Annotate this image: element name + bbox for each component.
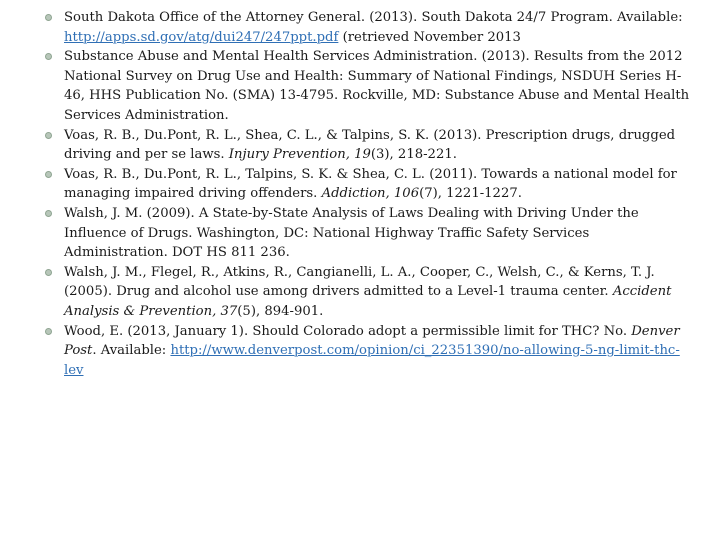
reference-item — [44, 47, 694, 125]
reference-text: South Dakota Office of the Attorney General. (2013). South Dakota 24/7 Program. Available: — [64, 10, 683, 25]
reference-text: Wood, E. (2013, January 1). Should Colorado adopt a permissible limit for THC? No. — [64, 323, 632, 339]
bullet-icon — [45, 53, 52, 60]
reference-item — [44, 204, 694, 263]
reference-text: (5), 894-901. — [237, 303, 324, 319]
reference-link[interactable]: http://apps.sd.gov/atg/dui247/247ppt.pdf — [64, 29, 339, 45]
reference-list — [44, 8, 694, 380]
journal-title: Accident Analysis & Prevention, 37 — [64, 284, 672, 319]
reference-item — [44, 263, 694, 322]
reference-text: Voas, R. B., Du.Pont, R. L., Talpins, S. K. & Shea, C. L. (2011). Towards a national model for managing impaired driving offenders. — [64, 166, 677, 202]
bullet-icon — [45, 328, 52, 335]
reference-item — [44, 322, 694, 381]
reference-text: . Available: — [92, 343, 171, 359]
reference-text: Substance Abuse and Mental Health Services Administration. (2013). Results from the 2012 National Survey on Drug Use and Health: Summary of National Findings, NSDUH Series H-46, HHS Publication No. (SMA) 13-4795. Rockville, MD: Substance Abuse and Mental Health Services Administration. — [64, 49, 690, 123]
reference-text: (7), 1221-1227. — [419, 186, 522, 202]
journal-title: Injury Prevention, 19 — [228, 147, 371, 163]
reference-link[interactable]: http://www.denverpost.com/opinion/ci_22351390/no-allowing-5-ng-limit-thc-lev — [64, 343, 680, 378]
reference-text: Walsh, J. M. (2009). A State-by-State Analysis of Laws Dealing with Driving Under the Influence of Drugs. Washington, DC: National Highway Traffic Safety Services Administration. DOT HS 811 236. — [64, 205, 639, 261]
bullet-icon — [45, 269, 52, 276]
publication-title: Denver Post — [64, 323, 680, 359]
journal-title: Addiction, 106 — [321, 186, 420, 202]
reference-text: (retrieved November 2013 — [338, 29, 521, 45]
reference-text: Walsh, J. M., Flegel, R., Atkins, R., Cangianelli, L. A., Cooper, C., Welsh, C., & Kerns, T. J. (2005). Drug and alcohol use among drivers admitted to a Level-1 trauma center. — [64, 264, 655, 300]
reference-item — [44, 126, 694, 165]
bullet-icon — [45, 132, 52, 139]
reference-text: Voas, R. B., Du.Pont, R. L., Shea, C. L., & Talpins, S. K. (2013). Prescription drugs, drugged driving and per se laws. — [64, 127, 676, 163]
reference-item — [44, 8, 694, 47]
reference-text: (3), 218-221. — [370, 147, 457, 163]
reference-item — [44, 165, 694, 204]
bullet-icon — [45, 14, 52, 21]
bullet-icon — [45, 210, 52, 217]
bullet-icon — [45, 171, 52, 178]
